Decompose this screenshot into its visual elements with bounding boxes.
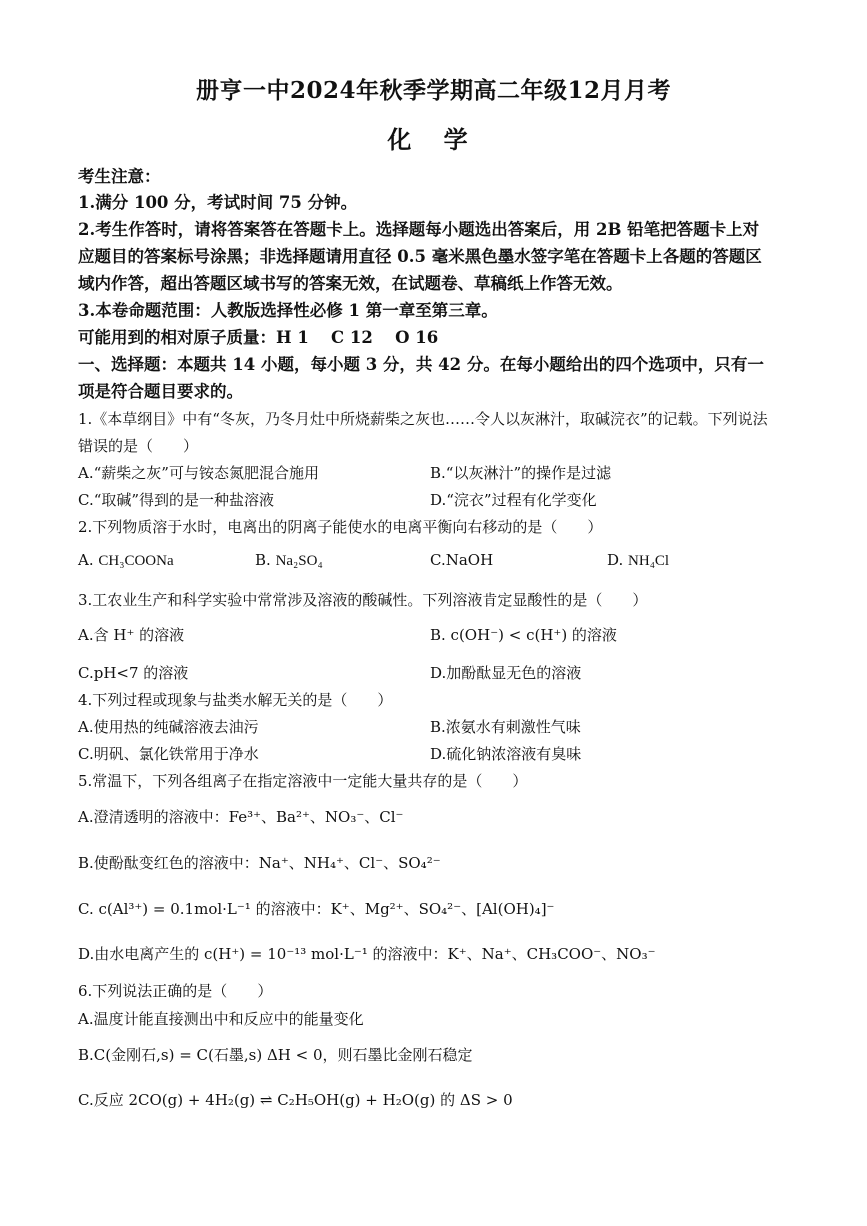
section-heading: 一、选择题：本题共 14 小题，每小题 3 分，共 42 分。在每小题给出的四个选项中，只有一 — [78, 355, 764, 374]
q1-stem-cont: 错误的是（ ） — [78, 437, 199, 455]
q5-option-a: A.澄清透明的溶液中：Fe³⁺、Ba²⁺、NO₃⁻、Cl⁻ — [78, 808, 404, 826]
q1-option-a: A.“薪柴之灰”可与铵态氮肥混合施用 — [78, 464, 319, 482]
section-heading-cont: 项是符合题目要求的。 — [78, 382, 243, 401]
q6-stem: 6.下列说法正确的是（ ） — [78, 982, 273, 1000]
q4-stem: 4.下列过程或现象与盐类水解无关的是（ ） — [78, 691, 393, 709]
subject-title: 化 学 — [387, 125, 480, 154]
q1-option-d: D.“浣衣”过程有化学变化 — [430, 491, 597, 509]
q2-option-c: C.NaOH — [430, 551, 494, 569]
notice-item-2: 2.考生作答时，请将答案答在答题卡上。选择题每小题选出答案后，用 2B 铅笔把答题卡上对 — [78, 220, 760, 239]
exam-title: 册亨一中2024年秋季学期高二年级12月月考 — [195, 77, 672, 104]
q1-option-c: C.“取碱”得到的是一种盐溶液 — [78, 491, 275, 509]
q5-stem: 5.常温下，下列各组离子在指定溶液中一定能大量共存的是（ ） — [78, 772, 528, 790]
q1-stem: 1.《本草纲目》中有“冬灰，乃冬月灶中所烧薪柴之灰也……令人以灰淋汁，取碱浣衣”的记载。下列说法 — [78, 410, 768, 428]
q3-option-a: A.含 H⁺ 的溶液 — [78, 626, 185, 644]
q4-option-c: C.明矾、氯化铁常用于净水 — [78, 745, 259, 763]
notice-item-2-cont2: 域内作答，超出答题区域书写的答案无效，在试题卷、草稿纸上作答无效。 — [78, 274, 623, 293]
atomic-mass: 可能用到的相对原子质量：H 1 C 12 O 16 — [78, 328, 439, 347]
q2-option-b: B. Na₂SO₄ — [255, 551, 323, 569]
q6-option-a: A.温度计能直接测出中和反应中的能量变化 — [78, 1010, 364, 1028]
q6-option-b: B.C(金刚石,s) = C(石墨,s) ΔH < 0，则石墨比金刚石稳定 — [78, 1046, 473, 1064]
q3-option-b: B. c(OH⁻) < c(H⁺) 的溶液 — [430, 626, 617, 644]
q5-option-c: C. c(Al³⁺) = 0.1mol·L⁻¹ 的溶液中：K⁺、Mg²⁺、SO₄²⁻、[Al(OH)₄]⁻ — [78, 900, 555, 918]
notice-item-2-cont: 应题目的答案标号涂黑；非选择题请用直径 0.5 毫米黑色墨水签字笔在答题卡上各题的答题区 — [78, 247, 762, 266]
q5-option-b: B.使酚酞变红色的溶液中：Na⁺、NH₄⁺、Cl⁻、SO₄²⁻ — [78, 854, 441, 872]
q6-option-c: C.反应 2CO(g) + 4H₂(g) ⇌ C₂H₅OH(g) + H₂O(g) 的 ΔS > 0 — [78, 1091, 513, 1109]
q4-option-a: A.使用热的纯碱溶液去油污 — [78, 718, 259, 736]
q2-option-a: A. CH₃COONa — [78, 551, 174, 569]
notice-heading: 考生注意： — [78, 167, 161, 186]
q2-stem: 2.下列物质溶于水时，电离出的阴离子能使水的电离平衡向右移动的是（ ） — [78, 518, 603, 536]
q2-option-d: D. NH₄Cl — [607, 551, 670, 569]
q3-option-d: D.加酚酞显无色的溶液 — [430, 664, 582, 682]
q5-option-d: D.由水电离产生的 c(H⁺) = 10⁻¹³ mol·L⁻¹ 的溶液中：K⁺、Na⁺、CH₃COO⁻、NO₃⁻ — [78, 945, 656, 963]
q1-option-b: B.“以灰淋汁”的操作是过滤 — [430, 464, 612, 482]
q4-option-b: B.浓氨水有刺激性气味 — [430, 718, 581, 736]
notice-item-3: 3.本卷命题范围：人教版选择性必修 1 第一章至第三章。 — [78, 301, 498, 320]
q3-option-c: C.pH<7 的溶液 — [78, 664, 189, 682]
q3-stem: 3.工农业生产和科学实验中常常涉及溶液的酸碱性。下列溶液肯定显酸性的是（ ） — [78, 591, 648, 609]
notice-item-1: 1.满分 100 分，考试时间 75 分钟。 — [78, 193, 358, 212]
q4-option-d: D.硫化钠浓溶液有臭味 — [430, 745, 582, 763]
